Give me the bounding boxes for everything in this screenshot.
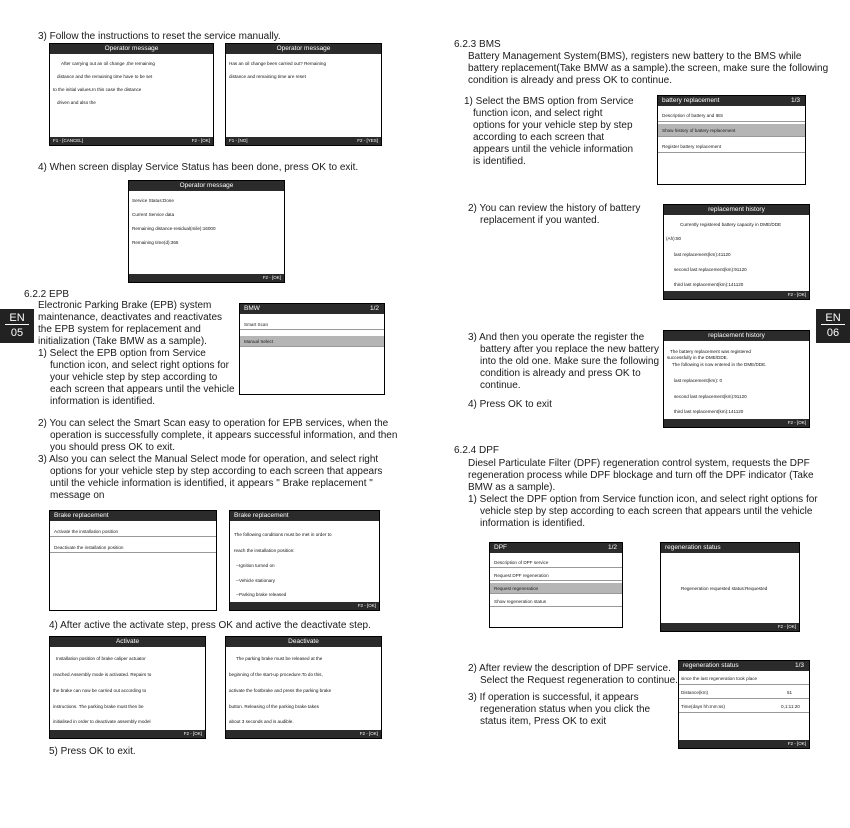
- message-line: second last replacement(km):91120: [674, 267, 747, 272]
- screen-title: battery replacement: [662, 97, 720, 104]
- service-status-screen: [128, 180, 285, 283]
- screen-title-bar: [490, 543, 622, 553]
- message-line: about 3 seconds and is audible.: [229, 719, 294, 724]
- menu-item-dpf-description[interactable]: Description of DPF service: [490, 557, 622, 568]
- message-line: initialised in order to deactivate assembly model: [53, 719, 151, 724]
- message-line: instructions. The parking brake must then be: [53, 704, 144, 709]
- time-value: 0,1:11:20: [781, 704, 800, 709]
- screen-title: replacement history: [664, 205, 809, 215]
- epb-intro-line: maintenance, deactivates and reactivates: [38, 312, 222, 323]
- ok-button[interactable]: F2 - [OK]: [787, 420, 806, 425]
- bms-step3-line: 3) And then you operate the register the: [468, 332, 645, 343]
- bms-step3-line: battery after you replace the new battery: [480, 344, 659, 355]
- epb-step-line: your vehicle step by step according to: [50, 372, 218, 383]
- ok-button[interactable]: F2 - [OK]: [357, 603, 376, 608]
- menu-item-request-regeneration[interactable]: Request regeneration: [490, 583, 622, 594]
- distance-label: Distance(km): [681, 690, 709, 695]
- message-line: The following conditions must be met in order to: [234, 532, 332, 537]
- replacement-history-screen-1: [663, 204, 810, 300]
- menu-item-description[interactable]: Description of battery and IBS: [658, 109, 805, 122]
- message-line: last replacement(km):41120: [674, 252, 731, 257]
- message-line: The battery replacement was registered: [670, 349, 751, 354]
- message-line: third last replacement(km):141120: [674, 282, 744, 287]
- step4-text: 4) When screen display Service Status has been done, press OK to exit.: [38, 162, 359, 173]
- menu-item-request-dpf-regeneration[interactable]: Request DPF regeneration: [490, 570, 622, 581]
- screen-title-bar: [661, 543, 799, 553]
- bms-step2-line: replacement if you wanted.: [480, 215, 600, 226]
- dpf-step1-line: information is identified.: [480, 518, 586, 529]
- message-line: Remaining time(d):365: [132, 240, 179, 245]
- brake-replacement-menu: [49, 510, 217, 611]
- no-button[interactable]: F1 - [NO]: [229, 138, 248, 143]
- screen-title-bar: [50, 511, 216, 521]
- bms-step3-line: into the old one. Make sure the following: [480, 356, 659, 367]
- dpf-step3-line: status item, Press OK to exit: [480, 716, 607, 727]
- bms-step2-line: 2) You can review the history of battery: [468, 203, 641, 214]
- message-line: reached.Assembly mode is activated. Repairs to: [53, 672, 152, 677]
- dpf-intro-line: Diesel Particulate Filter (DPF) regeneration control system, requests the DPF: [468, 458, 810, 469]
- epb-step-line: each screen that appears until the vehicle: [50, 384, 235, 395]
- screen-title-bar: [679, 661, 809, 671]
- step3-text: 3) Follow the instructions to reset the service manually.: [38, 31, 281, 42]
- message-line: --Parking brake released: [236, 592, 287, 597]
- ok-button[interactable]: F2 - [OK]: [787, 292, 806, 297]
- operator-message-screen-2: [225, 43, 382, 146]
- dpf-intro-line: BMW as a sample).: [468, 482, 556, 493]
- dpf-step2-line: Select the Request regeneration to continue.: [480, 675, 678, 686]
- screen-title: Brake replacement: [234, 512, 289, 519]
- activate-screen: [49, 636, 206, 739]
- operator-message-screen-1: [49, 43, 214, 146]
- language-label: EN: [5, 309, 29, 325]
- menu-item-show-regeneration-status[interactable]: Show regeneration status: [490, 596, 622, 607]
- message-line: reach the installation position:: [234, 548, 295, 553]
- bmw-menu-screen: [239, 303, 385, 395]
- language-label: EN: [821, 309, 845, 325]
- screen-title: Operator message: [129, 181, 284, 191]
- ok-button[interactable]: F2 - [OK]: [191, 138, 210, 143]
- epb-intro-line: the EPB system for replacement and: [38, 324, 201, 335]
- message-line: activate the footbrake and press the parking brake: [229, 688, 332, 693]
- message-line: successfully in the DME/DDE.: [667, 355, 729, 360]
- dpf-step3-line: 3) If operation is successful, it appears: [468, 692, 639, 703]
- epb-step2-line: you should press OK to exit.: [50, 442, 176, 453]
- message-line: --Ignition turned on: [236, 563, 275, 568]
- epb-step-line: 1) Select the EPB option from Service: [38, 348, 206, 359]
- time-row: [679, 700, 809, 713]
- bms-step1-line: is identified.: [473, 156, 526, 167]
- message-line: beginning of the start-up procedure.To do this,: [229, 672, 323, 677]
- dpf-intro-line: regeneration process while DPF blockage and turn off the DPF indicator (Take: [468, 470, 814, 481]
- menu-item-show-history[interactable]: Show history of battery replacement: [658, 124, 805, 137]
- message-line: (Ah):80: [666, 236, 682, 241]
- dpf-step1-line: 1) Select the DPF option from Service function icon, and select right options for: [468, 494, 818, 505]
- epb-step-line: function icon, and select right options for: [50, 360, 229, 371]
- message-line: After carrying out an oil change ,the remaining: [61, 61, 155, 66]
- screen-title: regeneration status: [665, 544, 721, 551]
- dpf-heading: 6.2.4 DPF: [454, 445, 500, 456]
- language-page-tab-right: [816, 309, 850, 343]
- menu-item-manual-select[interactable]: Manual Select: [240, 336, 384, 347]
- dpf-step2-line: 2) After review the description of DPF service.: [468, 663, 671, 674]
- ok-button[interactable]: F2 - [OK]: [787, 741, 806, 746]
- message-line: third last replacement(km):141120: [674, 409, 744, 414]
- screen-title: regeneration status: [683, 662, 739, 669]
- bms-step3-line: continue.: [480, 380, 521, 391]
- epb-step-line: information is identified.: [50, 396, 156, 407]
- page-number: 06: [826, 327, 840, 339]
- message-line: the brake can now be carried out according to: [53, 688, 147, 693]
- language-page-tab-left: [0, 309, 34, 343]
- message-line: button. Releasing of the parking brake takes: [229, 704, 319, 709]
- page-indicator: 1/3: [794, 662, 804, 669]
- message-line: Installation position of brake caliper actuator: [56, 656, 146, 661]
- message-line: Service Status:Done: [132, 198, 174, 203]
- epb-step3-line: until the vehicle information is identified, it appears " Brake replacement ": [50, 478, 373, 489]
- page-indicator: 1/3: [790, 97, 800, 104]
- dpf-step3-line: regeneration status when you click the: [480, 704, 651, 715]
- bms-step1-line: options for your vehicle step by step: [473, 120, 633, 131]
- time-label: Time(days hh:mm:ss): [681, 704, 725, 709]
- yes-button[interactable]: F2 - [YES]: [357, 138, 378, 143]
- epb-step2-line: operation is successfully complete, it appears successful information, and then: [50, 430, 398, 441]
- epb-step3-line: options for your vehicle step by step according to each screen that appears: [50, 466, 383, 477]
- bms-heading: 6.2.3 BMS: [454, 39, 501, 50]
- regeneration-status-message: Regeneration requested status:Requested: [681, 586, 768, 591]
- message-line: The parking brake must be released at the: [236, 656, 323, 661]
- bms-step3-line: condition is already and press OK to: [480, 368, 641, 379]
- message-line: driven and also the: [57, 100, 96, 105]
- page-indicator: 1/2: [369, 305, 379, 312]
- ok-button[interactable]: F2 - [OK]: [777, 624, 796, 629]
- bms-intro-line: Battery Management System(BMS), registers new battery to the BMS while: [468, 51, 802, 62]
- menu-item-deactivate-position[interactable]: Deactivate the installation position: [50, 542, 216, 553]
- message-line: Currently registered battery capacity in DME/DDE: [680, 222, 782, 227]
- ok-button[interactable]: F2 - [OK]: [359, 731, 378, 736]
- message-line: last replacement(km): 0: [674, 378, 722, 383]
- screen-title: Operator message: [50, 44, 213, 54]
- distance-value: 51: [787, 690, 793, 695]
- message-line: to the initial values.In this case the distance: [53, 87, 142, 92]
- message-line: Has an oil change been carried out? Remaining: [229, 61, 327, 66]
- bms-step1-line: according to each screen that: [473, 132, 605, 143]
- menu-item-activate-position[interactable]: Activate the installation position: [50, 526, 216, 537]
- epb-intro-line: Electronic Parking Brake (EPB) system: [38, 300, 212, 311]
- screen-title-bar: [240, 304, 384, 314]
- epb-step3-line: 3) Also you can select the Manual Select mode for operation, and select right: [38, 454, 379, 465]
- bms-step4-text: 4) Press OK to exit: [468, 399, 552, 410]
- bms-step1-line: 1) Select the BMS option from Service: [464, 96, 634, 107]
- screen-title: Deactivate: [226, 637, 381, 647]
- message-line: Current Service data: [132, 212, 175, 217]
- screen-title: DPF: [494, 544, 507, 551]
- screen-title: replacement history: [664, 331, 809, 341]
- screen-title: Operator message: [226, 44, 381, 54]
- bms-intro-line: condition is already and press OK to continue.: [468, 75, 673, 86]
- dpf-menu-screen: [489, 542, 623, 628]
- epb-heading: 6.2.2 EPB: [24, 289, 70, 300]
- message-line: --Vehicle stationary: [236, 578, 276, 583]
- distance-row: [679, 686, 809, 699]
- message-line: Remaining distance-residual(mile):16000: [132, 226, 216, 231]
- bms-step1-line: function icon, and select right: [473, 108, 603, 119]
- replacement-history-screen-2: [663, 330, 810, 428]
- page-indicator: 1/2: [607, 544, 617, 551]
- menu-item-register[interactable]: Register battery replacement: [658, 140, 805, 153]
- deactivate-screen: [225, 636, 382, 739]
- bms-intro-line: battery replacement(Take BMW as a sample).the screen, make sure the following: [468, 63, 829, 74]
- bms-step1-line: appears until the vehicle information: [473, 144, 634, 155]
- dpf-step1-line: vehicle step by step according to each screen that appears until the vehicle: [480, 506, 813, 517]
- regeneration-status-screen-2: [678, 660, 810, 749]
- cancel-button[interactable]: F1 - [CANCEL]: [53, 138, 84, 143]
- ok-button[interactable]: F2 - [OK]: [262, 275, 281, 280]
- regeneration-status-screen-1: [660, 542, 800, 632]
- screen-title: Activate: [50, 637, 205, 647]
- message-line: distance and the remaining time have to be set: [57, 74, 153, 79]
- epb-step3-line: message on: [50, 490, 105, 501]
- ok-button[interactable]: F2 - [OK]: [183, 731, 202, 736]
- screen-title-bar: [658, 96, 805, 106]
- page-number: 05: [10, 327, 24, 339]
- menu-item-smart-scan[interactable]: Smart Scan: [240, 319, 384, 330]
- epb-step2-line: 2) You can select the Smart Scan easy to operation for EPB services, when the: [38, 418, 389, 429]
- screen-title-bar: [230, 511, 379, 521]
- message-line: second last replacement(km):91120: [674, 394, 747, 399]
- message-line: The following is now entered in the DME/DDE.: [672, 362, 767, 367]
- brake-replacement-conditions: [229, 510, 380, 611]
- epb-intro-line: initialization (Take BMW as a sample).: [38, 336, 207, 347]
- screen-title: BMW: [244, 305, 260, 312]
- message-line: distance and remaining time are reset: [229, 74, 306, 79]
- epb-step4-text: 4) After active the activate step, press OK and active the deactivate step.: [49, 620, 371, 631]
- epb-step5-text: 5) Press OK to exit.: [49, 746, 136, 757]
- screen-title: Brake replacement: [54, 512, 109, 519]
- battery-replacement-menu: [657, 95, 806, 185]
- regeneration-info-row: since the last regeneration took place: [679, 672, 809, 685]
